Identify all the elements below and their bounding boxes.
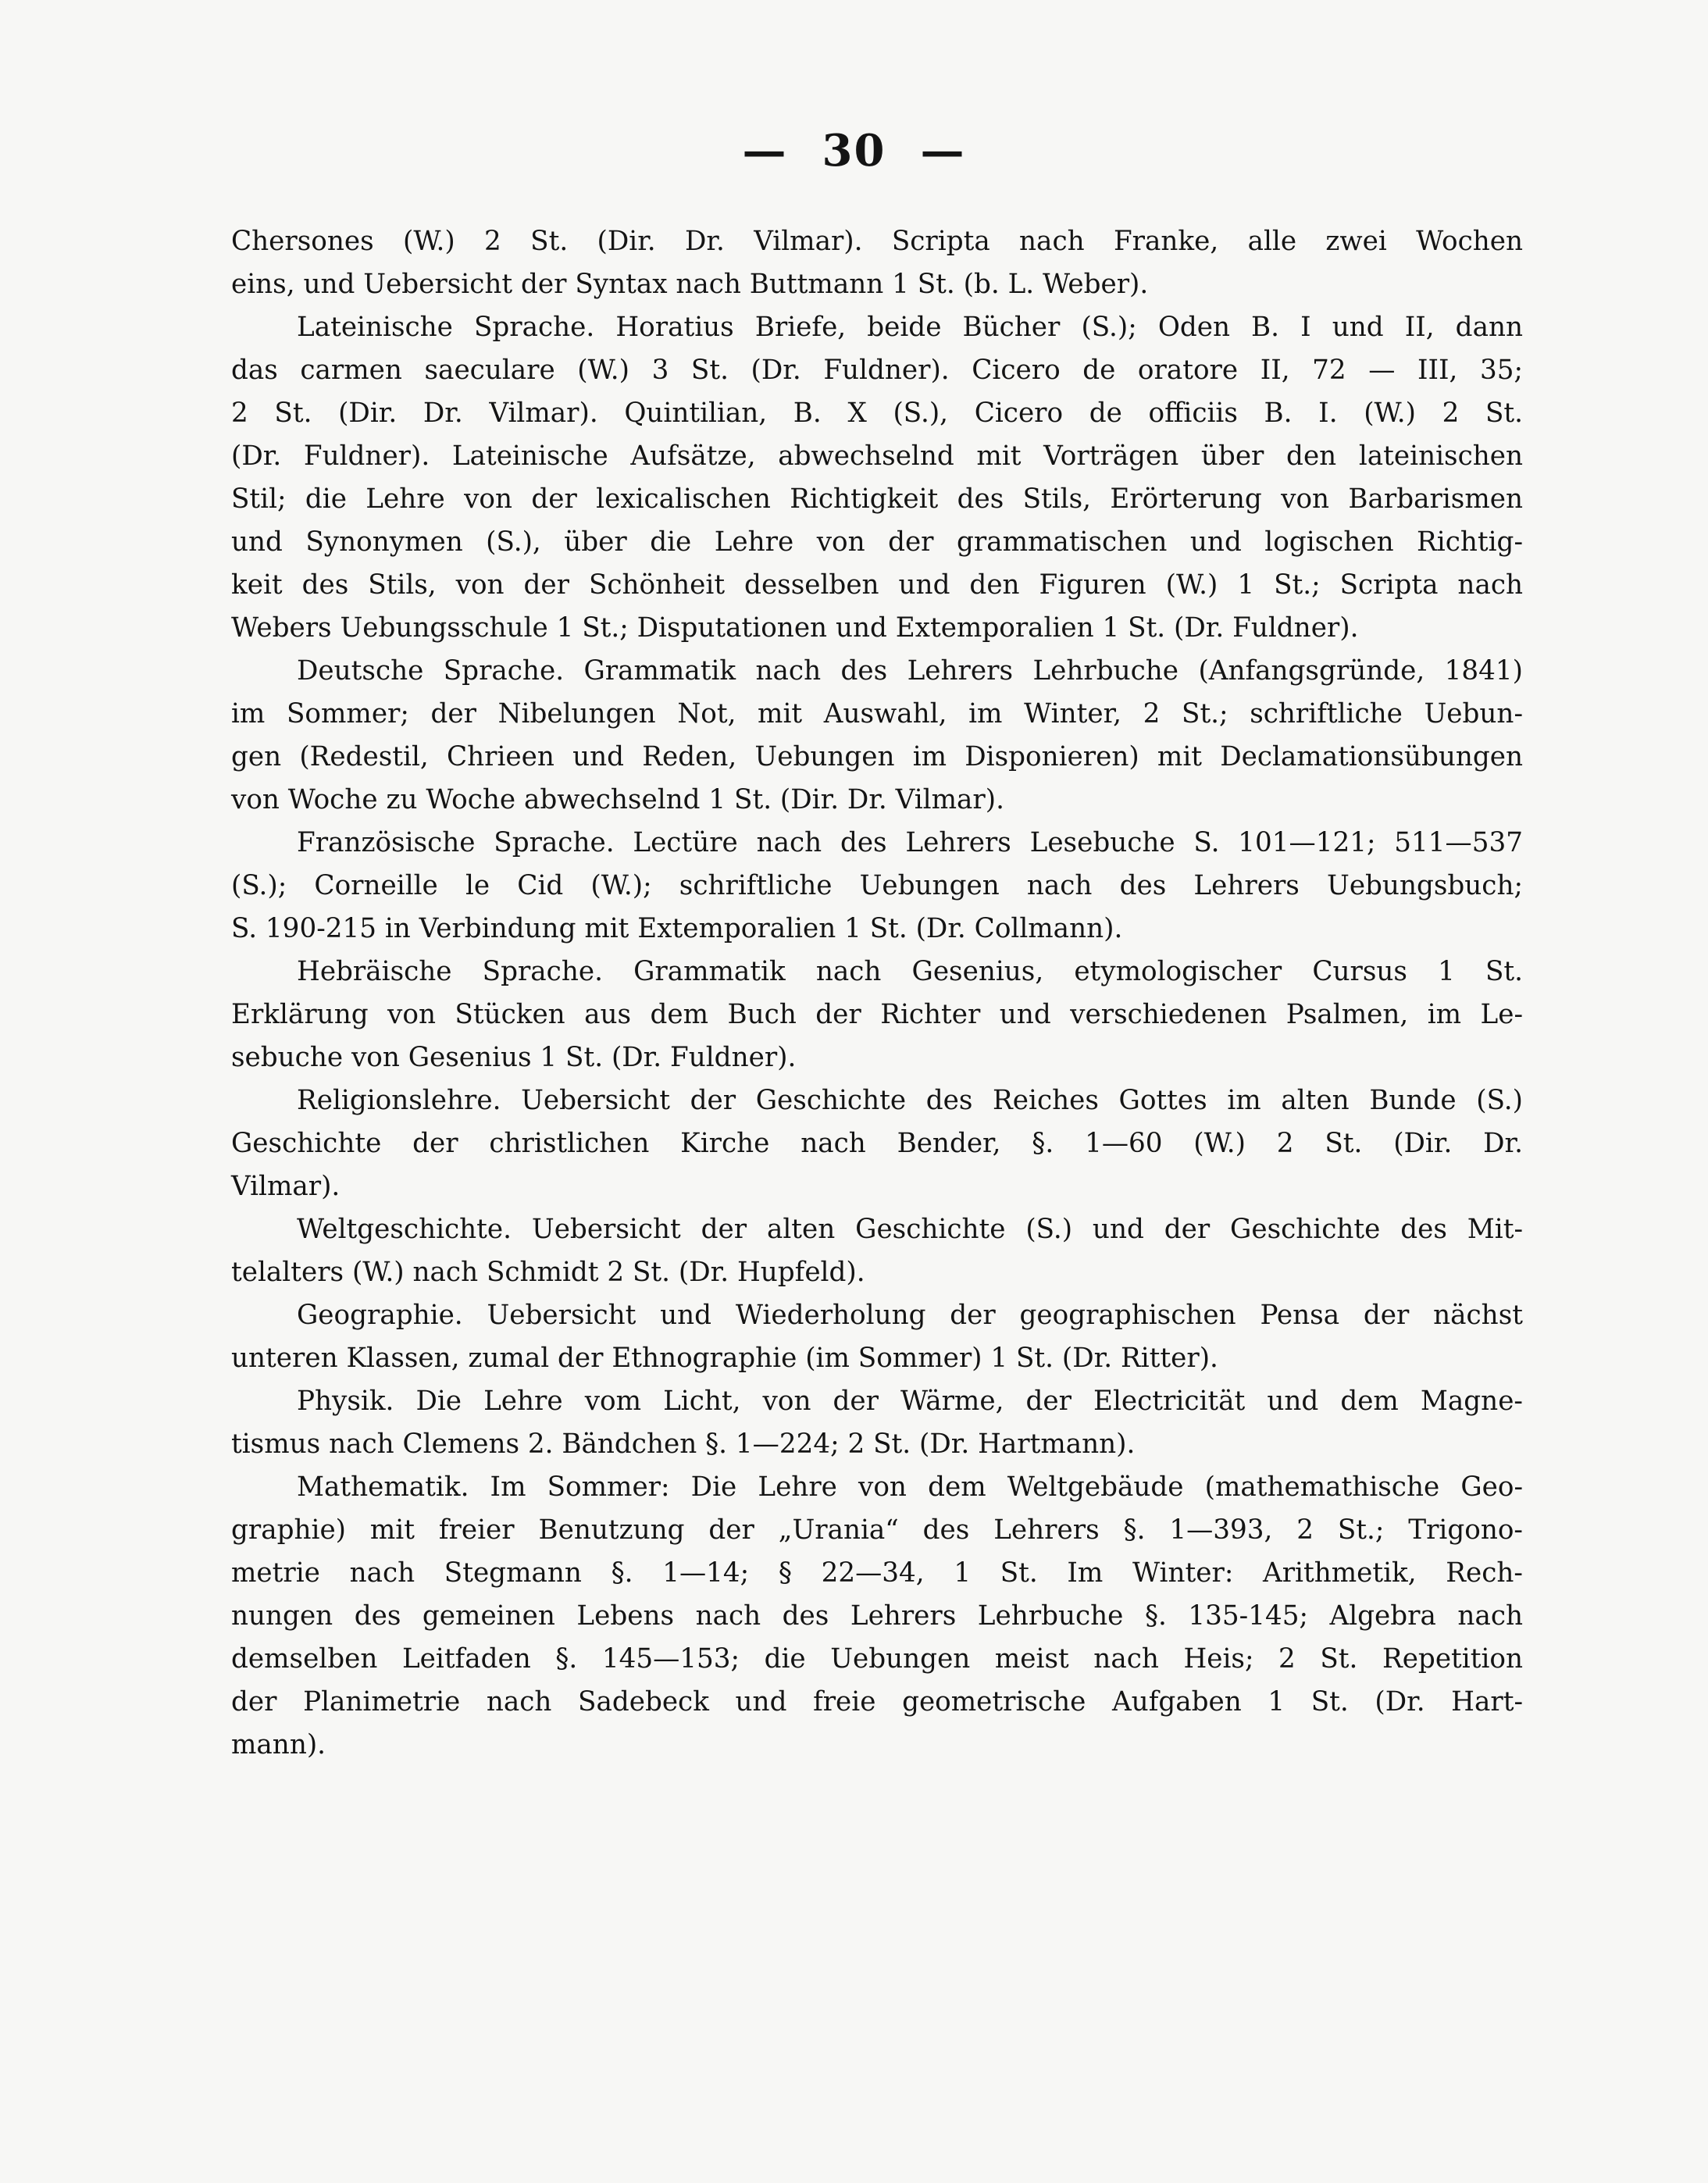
text-line: im Sommer; der Nibelungen Not, mit Auswahl, im Winter, 2 St.; schriftliche Uebun- <box>231 698 1523 729</box>
text-line: telalters (W.) nach Schmidt 2 St. (Dr. Hupfeld). <box>231 1257 865 1288</box>
page-number <box>0 125 1708 177</box>
text-line: Webers Uebungsschule 1 St.; Disputationen und Extemporalien 1 St. (Dr. Fuldner). <box>231 612 1359 644</box>
text-line: Religionslehre. Uebersicht der Geschichte des Reiches Gottes im alten Bunde (S.) <box>297 1085 1523 1116</box>
body-text <box>231 220 1523 1767</box>
text-line: mann). <box>231 1729 326 1760</box>
text-line: (Dr. Fuldner). Lateinische Aufsätze, abwechselnd mit Vorträgen über den lateinischen <box>231 441 1523 472</box>
paragraph-religion <box>231 1079 1523 1208</box>
text-line: tismus nach Clemens 2. Bändchen §. 1—224; 2 St. (Dr. Hartmann). <box>231 1429 1136 1460</box>
dash-right: — <box>920 125 966 177</box>
text-line: sebuche von Gesenius 1 St. (Dr. Fuldner). <box>231 1042 797 1073</box>
text-line: von Woche zu Woche abwechselnd 1 St. (Dir. Dr. Vilmar). <box>231 784 1004 815</box>
text-line: das carmen saeculare (W.) 3 St. (Dr. Fuldner). Cicero de oratore II, 72 — III, 35; <box>231 355 1523 386</box>
text-line: Französische Sprache. Lectüre nach des Lehrers Lesebuche S. 101—121; 511—537 <box>297 827 1523 858</box>
paragraph-griechisch-cont <box>231 220 1523 306</box>
text-line: S. 190-215 in Verbindung mit Extemporalien 1 St. (Dr. Collmann). <box>231 913 1123 944</box>
text-line: Vilmar). <box>231 1171 341 1202</box>
text-line: und Synonymen (S.), über die Lehre von der grammatischen und logischen Richtig- <box>231 526 1523 558</box>
paragraph-weltgeschichte <box>231 1208 1523 1294</box>
text-line: gen (Redestil, Chrieen und Reden, Uebungen im Disponieren) mit Declamationsübungen <box>231 741 1523 772</box>
text-line: Geschichte der christlichen Kirche nach Bender, §. 1—60 (W.) 2 St. (Dir. Dr. <box>231 1128 1523 1159</box>
dash-left: — <box>742 125 788 177</box>
text-line: nungen des gemeinen Lebens nach des Lehrers Lehrbuche §. 135-145; Algebra nach <box>231 1600 1523 1632</box>
paragraph-mathematik <box>231 1466 1523 1767</box>
paragraph-geographie <box>231 1294 1523 1380</box>
text-line: Deutsche Sprache. Grammatik nach des Lehrers Lehrbuche (Anfangsgründe, 1841) <box>297 655 1523 687</box>
paragraph-physik <box>231 1380 1523 1466</box>
text-line: demselben Leitfaden §. 145—153; die Uebungen meist nach Heis; 2 St. Repetition <box>231 1643 1523 1675</box>
text-line: eins, und Uebersicht der Syntax nach Buttmann 1 St. (b. L. Weber). <box>231 269 1149 300</box>
text-line: Geographie. Uebersicht und Wiederholung der geographischen Pensa der nächst <box>297 1300 1523 1331</box>
text-line: (S.); Corneille le Cid (W.); schriftliche Uebungen nach des Lehrers Uebungsbuch; <box>231 870 1523 901</box>
paragraph-lateinisch <box>231 306 1523 650</box>
page-number-value: 30 <box>822 125 886 177</box>
text-line: Lateinische Sprache. Horatius Briefe, beide Bücher (S.); Oden B. I und II, dann <box>297 312 1523 343</box>
text-line: Physik. Die Lehre vom Licht, von der Wärme, der Electricität und dem Magne- <box>297 1386 1523 1417</box>
text-line: unteren Klassen, zumal der Ethnographie (im Sommer) 1 St. (Dr. Ritter). <box>231 1343 1218 1374</box>
text-line: keit des Stils, von der Schönheit desselben und den Figuren (W.) 1 St.; Scripta nach <box>231 569 1523 601</box>
paragraph-hebraeisch <box>231 951 1523 1079</box>
text-line: Erklärung von Stücken aus dem Buch der Richter und verschiedenen Psalmen, im Le- <box>231 999 1523 1030</box>
text-line: Hebräische Sprache. Grammatik nach Gesenius, etymologischer Cursus 1 St. <box>297 956 1523 987</box>
text-line: graphie) mit freier Benutzung der „Urania“ des Lehrers §. 1—393, 2 St.; Trigono- <box>231 1514 1523 1546</box>
text-line: Mathematik. Im Sommer: Die Lehre von dem Weltgebäude (mathemathische Geo- <box>297 1471 1523 1503</box>
paragraph-deutsch <box>231 650 1523 822</box>
text-line: der Planimetrie nach Sadebeck und freie geometrische Aufgaben 1 St. (Dr. Hart- <box>231 1686 1523 1718</box>
text-line: Chersones (W.) 2 St. (Dir. Dr. Vilmar). Scripta nach Franke, alle zwei Wochen <box>231 226 1523 257</box>
text-line: 2 St. (Dir. Dr. Vilmar). Quintilian, B. X (S.), Cicero de officiis B. I. (W.) 2 St. <box>231 398 1523 429</box>
text-line: metrie nach Stegmann §. 1—14; § 22—34, 1 St. Im Winter: Arithmetik, Rech- <box>231 1557 1523 1589</box>
text-line: Stil; die Lehre von der lexicalischen Richtigkeit des Stils, Erörterung von Barbarismen <box>231 483 1523 515</box>
paragraph-franzoesisch <box>231 822 1523 951</box>
text-line: Weltgeschichte. Uebersicht der alten Geschichte (S.) und der Geschichte des Mit- <box>297 1214 1523 1245</box>
